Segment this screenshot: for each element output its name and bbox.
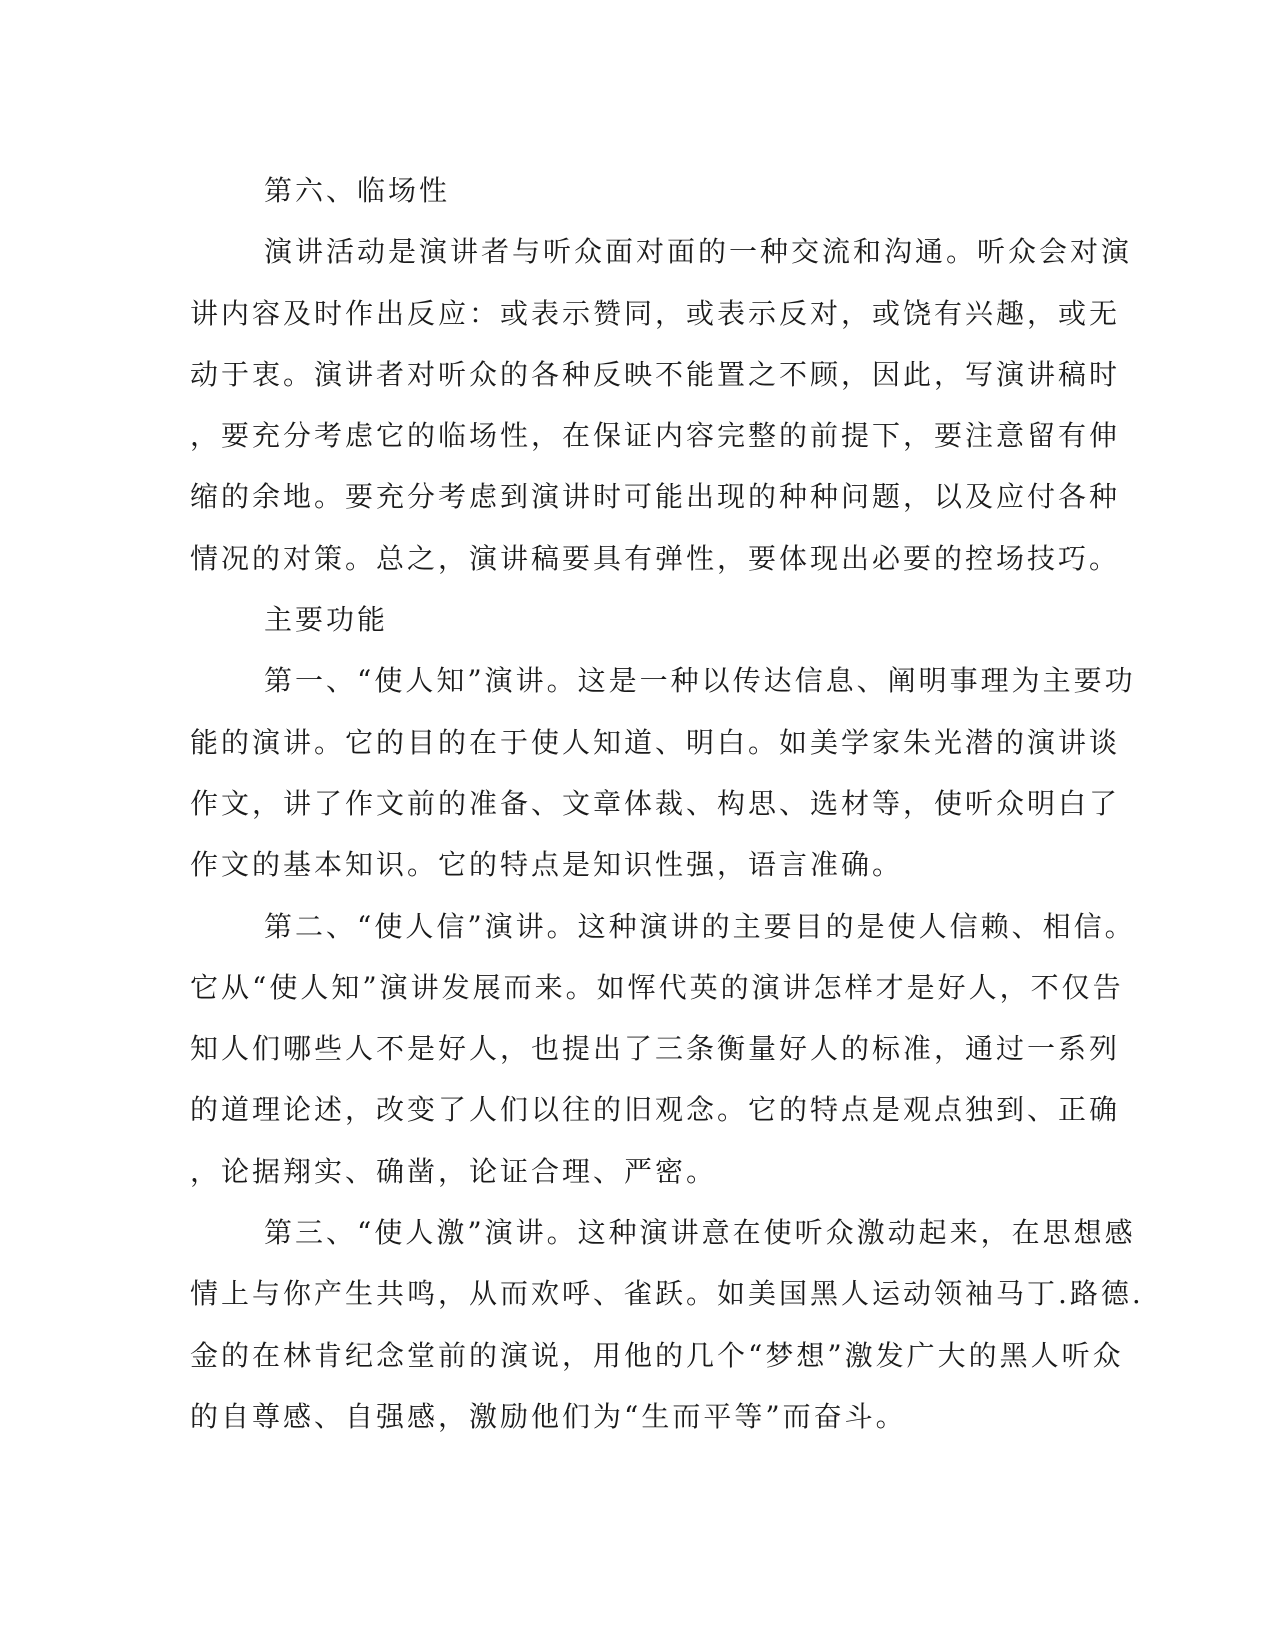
section-heading-linchangxing: 第六、临场性	[264, 174, 451, 207]
paragraph-line: 演讲活动是演讲者与听众面对面的一种交流和沟通。听众会对演	[264, 235, 1133, 269]
paragraph-line: 情况的对策。总之，演讲稿要具有弹性，要体现出必要的控场技巧。	[190, 541, 1121, 575]
section-heading-main-functions: 主要功能	[264, 603, 389, 637]
paragraph-line: 动于衷。演讲者对听众的各种反映不能置之不顾，因此，写演讲稿时	[190, 357, 1121, 391]
paragraph-line: 讲内容及时作出反应：或表示赞同，或表示反对，或饶有兴趣，或无	[190, 296, 1121, 330]
paragraph-line: 第一、“使人知”演讲。这是一种以传达信息、阐明事理为主要功	[264, 664, 1136, 698]
paragraph-line: 作文的基本知识。它的特点是知识性强，语言准确。	[190, 848, 904, 882]
paragraph-line: 情上与你产生共鸣，从而欢呼、雀跃。如美国黑人运动领袖马丁.路德.	[190, 1277, 1144, 1311]
document-body	[190, 160, 1144, 1447]
paragraph-line: 它从“使人知”演讲发展而来。如恽代英的演讲怎样才是好人，不仅告	[190, 970, 1124, 1004]
paragraph-line: 知人们哪些人不是好人，也提出了三条衡量好人的标准，通过一系列	[190, 1032, 1121, 1066]
paragraph-line: 第三、“使人激”演讲。这种演讲意在使听众激动起来，在思想感	[264, 1216, 1136, 1250]
paragraph-line: ，论据翔实、确凿，论证合理、严密。	[190, 1154, 718, 1188]
paragraph-line: 第二、“使人信”演讲。这种演讲的主要目的是使人信赖、相信。	[264, 909, 1136, 943]
paragraph-line: 缩的余地。要充分考虑到演讲时可能出现的种种问题，以及应付各种	[190, 480, 1121, 514]
paragraph-line: 的自尊感、自强感，激励他们为“生而平等”而奋斗。	[190, 1399, 907, 1433]
paragraph-line: ，要充分考虑它的临场性，在保证内容完整的前提下，要注意留有伸	[190, 419, 1121, 453]
paragraph-line: 作文，讲了作文前的准备、文章体裁、构思、选材等，使听众明白了	[190, 786, 1121, 820]
paragraph-line: 能的演讲。它的目的在于使人知道、明白。如美学家朱光潜的演讲谈	[190, 725, 1121, 759]
paragraph-line: 金的在林肯纪念堂前的演说，用他的几个“梦想”激发广大的黑人听众	[190, 1338, 1124, 1372]
paragraph-line: 的道理论述，改变了人们以往的旧观念。它的特点是观点独到、正确	[190, 1093, 1121, 1127]
